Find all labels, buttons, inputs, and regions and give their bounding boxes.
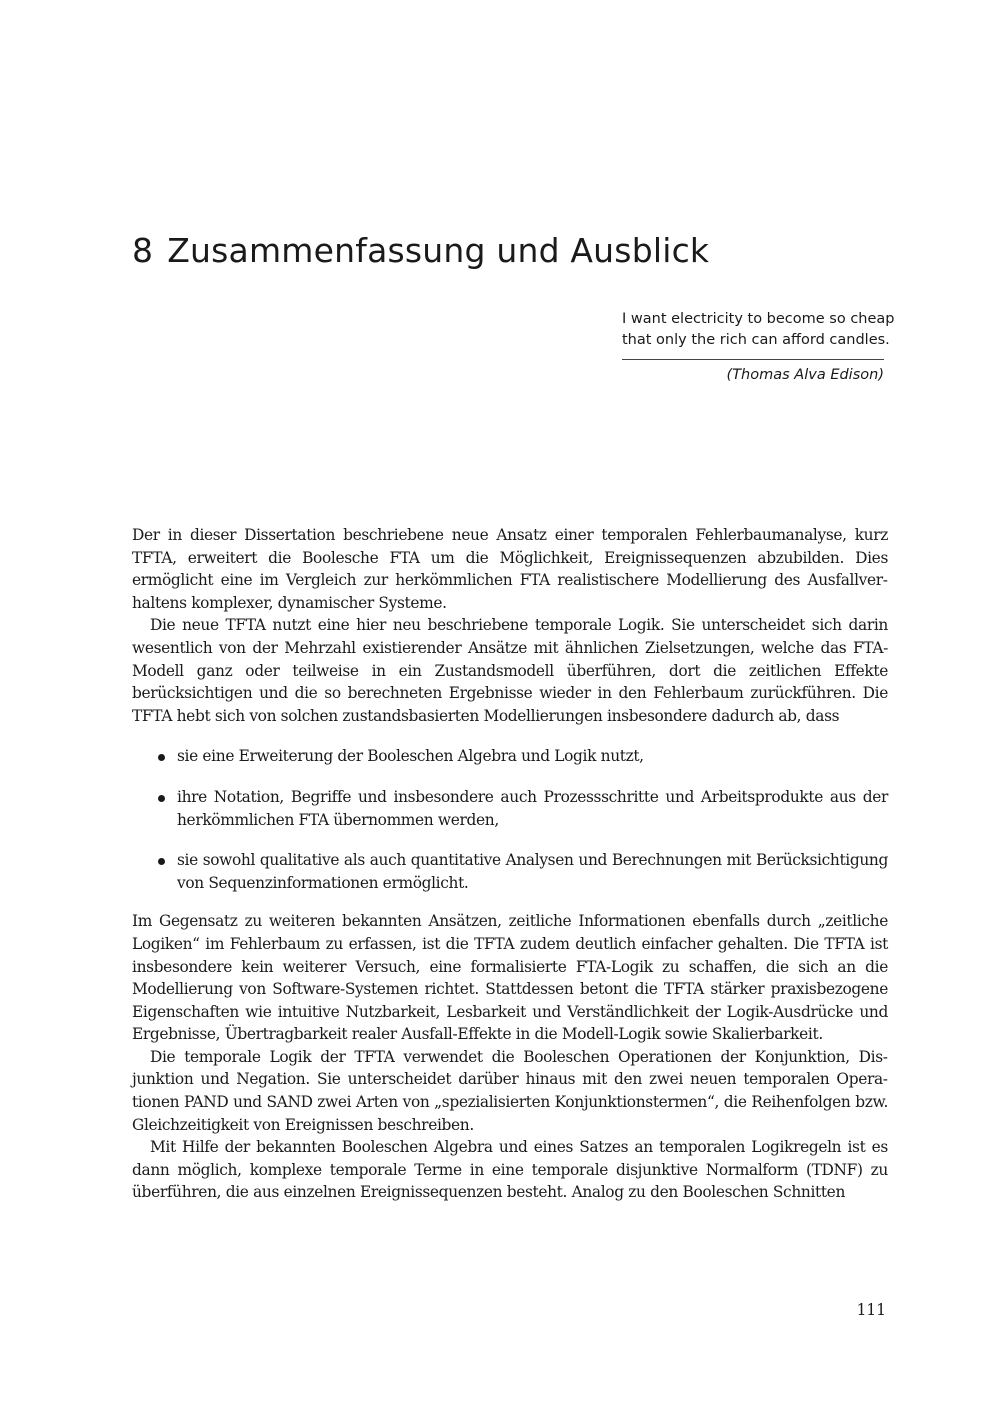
epigraph-line: that only the rich can afford candles. (622, 332, 890, 348)
page-number: 111 (856, 1301, 886, 1319)
epigraph (622, 309, 895, 386)
paragraph: Die temporale Logik der TFTA verwendet die Booleschen Operationen der Konjunktion, Disjunktion und Negation. Sie unterscheidet darüber hinaus mit den zwei neuen temporalen Operationen PAND und SAND zwei Arten von „spezialisierten Konjunktionstermen“, die Reihenfolgen bzw. Gleichzeitigkeit von Ereignissen beschreiben. (132, 1047, 888, 1134)
epigraph-divider (622, 359, 884, 360)
body-text (132, 524, 888, 1204)
bullet-icon (158, 795, 165, 802)
epigraph-attribution: (Thomas Alva Edison) (726, 367, 884, 383)
bullet-icon (158, 754, 165, 761)
paragraph: Mit Hilfe der bekannten Booleschen Algebra und eines Satzes an temporalen Logikregeln ist es dann möglich, komplexe temporale Terme in eine temporale disjunktive Normalform (TDNF) zu überführen, die aus einzelnen Ereignissequenzen besteht. Analog zu den Booleschen Schnitten (132, 1138, 888, 1202)
paragraph: Die neue TFTA nutzt eine hier neu beschriebene temporale Logik. Sie unterscheidet sich darin wesentlich von der Mehrzahl existierender Ansätze mit ähnlichen Zielsetzungen, welche das FTA-Modell ganz oder teilweise in ein Zustandsmodell überführen, dort die zeitlichen Effekte berücksichtigen und die so berechneten Ergebnisse wieder in den Fehlerbaum zurückführen. Die TFTA hebt sich von solchen zustandsbasierten Modellierungen insbesondere dadurch ab, dass (132, 616, 888, 725)
bullet-text: sie sowohl qualitative als auch quantitative Analysen und Berechnungen mit Berücksichtigung von Sequenzinformationen ermöglicht. (177, 851, 888, 892)
bullet-text: ihre Notation, Begriffe und insbesondere auch Prozessschritte und Arbeitsprodukte aus der herkömmlichen FTA übernommen werden, (177, 787, 888, 829)
bullet-item (132, 745, 888, 768)
bullet-list (132, 745, 888, 894)
chapter-number: 8 (132, 231, 154, 270)
bullet-text: sie eine Erweiterung der Booleschen Algebra und Logik nutzt, (177, 747, 644, 766)
epigraph-line: I want electricity to become so cheap (622, 311, 895, 327)
bullet-item (132, 786, 888, 831)
chapter-title: Zusammenfassung und Ausblick (167, 231, 710, 270)
chapter-heading (132, 226, 892, 276)
bullet-icon (158, 858, 165, 865)
bullet-item (132, 849, 888, 894)
paragraph: Der in dieser Dissertation beschriebene neue Ansatz einer temporalen Fehlerbaumanalyse, kurz TFTA, erweitert die Boolesche FTA um die Möglichkeit, Ereignissequenzen abzubilden. Dies ermöglicht eine im Vergleich zur herkömmlichen FTA realistischere Modellierung des Ausfallverhaltens komplexer, dynamischer Systeme. (132, 526, 888, 612)
paragraph: Im Gegensatz zu weiteren bekannten Ansätzen, zeitliche Informationen ebenfalls durch „zeitliche Logiken“ im Fehlerbaum zu erfassen, ist die TFTA zudem deutlich einfacher gehalten. Die TFTA ist insbesondere kein weiterer Versuch, eine formalisierte FTA-Logik zu schaffen, die sich an die Modellierung von Software-Systemen richtet. Stattdessen betont die TFTA stärker praxisbezogene Eigenschaften wie intuitive Nutzbarkeit, Lesbarkeit und Verständlichkeit der Logik-Ausdrücke und Ergebnisse, Übertragbarkeit realer Ausfall-Effekte in die Modell-Logik sowie Skalierbarkeit. (132, 912, 888, 1044)
